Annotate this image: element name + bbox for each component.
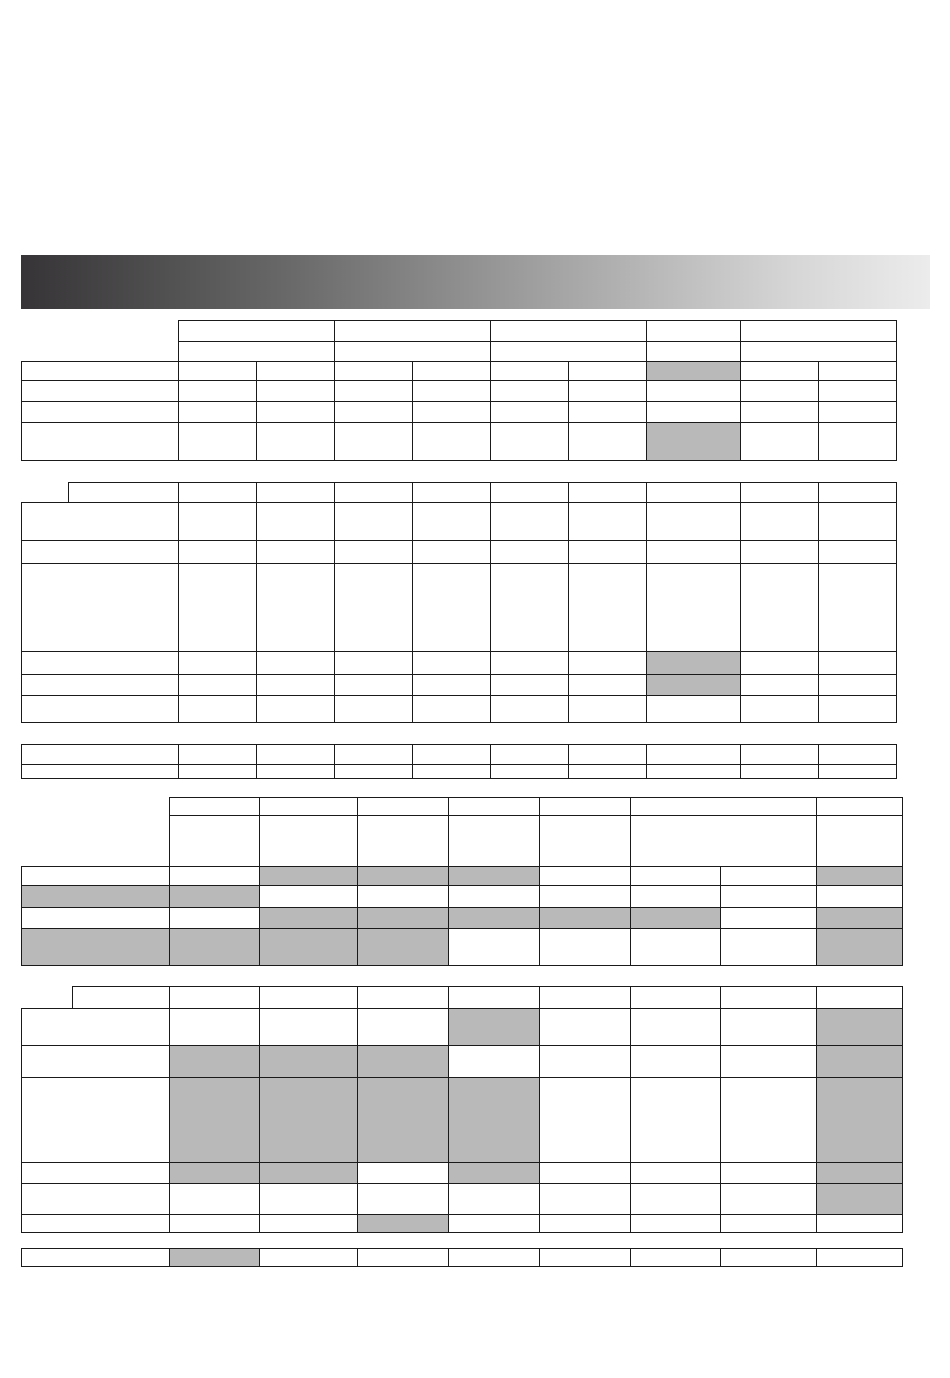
table-cell (818, 401, 897, 423)
table-cell (259, 1248, 358, 1267)
table-cell (720, 866, 817, 886)
table-cell (646, 744, 741, 765)
table-cell (21, 1183, 170, 1215)
table-cell (448, 1183, 540, 1215)
table-cell (490, 695, 569, 723)
table-cell (740, 341, 897, 362)
table-cell (630, 866, 721, 886)
table-cell (256, 651, 335, 675)
table-cell (720, 1248, 817, 1267)
table-cell (178, 401, 257, 423)
table-cell (630, 815, 817, 867)
table-cell (539, 1214, 631, 1233)
table-cell (740, 563, 819, 652)
table-cell (539, 1162, 631, 1184)
table-cell (539, 1183, 631, 1215)
table-cell (490, 341, 647, 362)
table-cell (818, 502, 897, 541)
table-cell (178, 380, 257, 402)
table-cell (740, 695, 819, 723)
table-cell (256, 502, 335, 541)
table-cell (646, 502, 741, 541)
table-cell (412, 651, 491, 675)
table-cell (646, 764, 741, 779)
table-cell (169, 1248, 260, 1267)
table-cell (630, 1214, 721, 1233)
table-cell (21, 563, 179, 652)
table-cell (21, 1077, 170, 1163)
table-cell (412, 563, 491, 652)
table-cell (630, 1045, 721, 1078)
table-cell (539, 928, 631, 966)
table-cell (646, 695, 741, 723)
table-cell (646, 422, 741, 461)
table-cell (816, 1162, 903, 1184)
table-cell (740, 764, 819, 779)
table-cell (448, 797, 540, 816)
table-cell (334, 651, 413, 675)
table-cell (357, 1214, 449, 1233)
table-cell (818, 744, 897, 765)
table-cell (818, 764, 897, 779)
table-cell (448, 907, 540, 929)
table-cell (539, 1045, 631, 1078)
table-cell (646, 380, 741, 402)
table-cell (412, 695, 491, 723)
table-cell (259, 1162, 358, 1184)
table-cell (720, 907, 817, 929)
table-cell (568, 482, 647, 503)
table-cell (646, 401, 741, 423)
table-cell (448, 1045, 540, 1078)
table-cell (740, 744, 819, 765)
table-cell (357, 1008, 449, 1046)
table-cell (568, 502, 647, 541)
table-cell (816, 1077, 903, 1163)
table-cell (259, 986, 358, 1009)
table-cell (816, 1045, 903, 1078)
table-cell (646, 674, 741, 696)
table-cell (568, 361, 647, 381)
table-cell (646, 320, 741, 342)
table-cell (259, 907, 358, 929)
table-cell (169, 885, 260, 908)
table-cell (178, 695, 257, 723)
table-cell (21, 401, 179, 423)
table-cell (169, 1008, 260, 1046)
table-cell (490, 380, 569, 402)
table-cell (256, 674, 335, 696)
table-cell (259, 1214, 358, 1233)
table-cell (720, 1077, 817, 1163)
table-cell (334, 744, 413, 765)
table-cell (259, 1183, 358, 1215)
table-cell (816, 815, 903, 867)
table-cell (169, 1077, 260, 1163)
table-cell (412, 744, 491, 765)
table-cell (334, 540, 413, 564)
table-cell (740, 674, 819, 696)
table-cell (490, 764, 569, 779)
table-cell (178, 764, 257, 779)
table-cell (21, 1008, 170, 1046)
table-cell (448, 928, 540, 966)
table-cell (740, 651, 819, 675)
table-cell (816, 1214, 903, 1233)
table-cell (448, 1162, 540, 1184)
table-cell (412, 764, 491, 779)
table-cell (630, 1008, 721, 1046)
table-cell (256, 401, 335, 423)
table-cell (357, 986, 449, 1009)
table-cell (539, 1077, 631, 1163)
table-cell (412, 540, 491, 564)
table-cell (816, 1183, 903, 1215)
table-cell (21, 695, 179, 723)
table-cell (740, 320, 897, 342)
table-cell (646, 540, 741, 564)
table-cell (21, 674, 179, 696)
table-cell (259, 885, 358, 908)
table-cell (259, 866, 358, 886)
table-cell (72, 986, 170, 1009)
table-cell (448, 815, 540, 867)
table-cell (178, 361, 257, 381)
table-cell (740, 540, 819, 564)
table-cell (334, 361, 413, 381)
table-cell (357, 928, 449, 966)
table-cell (818, 540, 897, 564)
table-cell (178, 540, 257, 564)
table-cell (21, 744, 179, 765)
table-cell (490, 674, 569, 696)
table-cell (740, 502, 819, 541)
table-cell (568, 401, 647, 423)
table-cell (412, 502, 491, 541)
table-cell (630, 986, 721, 1009)
table-cell (259, 797, 358, 816)
table-cell (448, 866, 540, 886)
table-cell (357, 1183, 449, 1215)
table-cell (259, 815, 358, 867)
table-cell (334, 674, 413, 696)
table-cell (490, 401, 569, 423)
table-cell (21, 1248, 170, 1267)
table-cell (818, 674, 897, 696)
table-cell (357, 1162, 449, 1184)
table-cell (412, 361, 491, 381)
table-cell (412, 674, 491, 696)
table-cell (169, 1183, 260, 1215)
table-cell (169, 866, 260, 886)
table-cell (21, 866, 170, 886)
table-cell (568, 563, 647, 652)
table-cell (490, 651, 569, 675)
table-cell (334, 764, 413, 779)
table-cell (448, 1248, 540, 1267)
table-cell (490, 540, 569, 564)
table-cell (539, 1248, 631, 1267)
table-cell (490, 482, 569, 503)
table-cell (568, 540, 647, 564)
table-cell (448, 1077, 540, 1163)
table-cell (178, 744, 257, 765)
table-cell (178, 422, 257, 461)
table-cell (630, 928, 721, 966)
table-cell (334, 563, 413, 652)
table-cell (448, 1214, 540, 1233)
table-cell (357, 1077, 449, 1163)
table-cell (357, 1045, 449, 1078)
table-cell (21, 422, 179, 461)
table-cell (646, 341, 741, 362)
table-cell (490, 563, 569, 652)
table-cell (259, 1077, 358, 1163)
table-cell (334, 482, 413, 503)
table-cell (568, 764, 647, 779)
table-cell (256, 422, 335, 461)
table-cell (568, 422, 647, 461)
table-cell (720, 1045, 817, 1078)
table-cell (568, 674, 647, 696)
table-cell (178, 482, 257, 503)
table-cell (490, 744, 569, 765)
table-cell (21, 928, 170, 966)
table-cell (256, 695, 335, 723)
table-cell (720, 885, 817, 908)
table-cell (539, 907, 631, 929)
table-cell (818, 695, 897, 723)
table-cell (720, 1162, 817, 1184)
table-cell (816, 907, 903, 929)
table-cell (740, 401, 819, 423)
table-cell (169, 1045, 260, 1078)
table-cell (720, 1008, 817, 1046)
table-cell (720, 986, 817, 1009)
table-cell (256, 361, 335, 381)
table-cell (178, 563, 257, 652)
table-cell (256, 540, 335, 564)
table-cell (169, 815, 260, 867)
table-cell (256, 563, 335, 652)
table-cell (818, 380, 897, 402)
table-cell (169, 907, 260, 929)
table-cell (630, 1162, 721, 1184)
table-cell (259, 1045, 358, 1078)
table-cell (334, 341, 491, 362)
table-cell (539, 1008, 631, 1046)
table-cell (539, 797, 631, 816)
table-cell (818, 563, 897, 652)
table-cell (334, 380, 413, 402)
table-cell (259, 928, 358, 966)
table-cell (357, 907, 449, 929)
table-cell (490, 422, 569, 461)
table-cell (412, 422, 491, 461)
table-cell (357, 797, 449, 816)
table-cell (256, 764, 335, 779)
table-cell (21, 1045, 170, 1078)
table-cell (178, 502, 257, 541)
table-cell (21, 502, 179, 541)
table-cell (818, 651, 897, 675)
table-cell (334, 320, 491, 342)
table-cell (169, 1162, 260, 1184)
table-cell (630, 1248, 721, 1267)
table-cell (21, 651, 179, 675)
table-cell (256, 744, 335, 765)
table-cell (539, 885, 631, 908)
table-cell (568, 651, 647, 675)
table-cell (490, 320, 647, 342)
table-cell (816, 1008, 903, 1046)
table-cell (646, 651, 741, 675)
table-cell (818, 361, 897, 381)
table-cell (630, 907, 721, 929)
table-cell (334, 401, 413, 423)
table-cell (539, 815, 631, 867)
table-cell (21, 764, 179, 779)
table-cell (816, 866, 903, 886)
table-cell (334, 502, 413, 541)
table-cell (21, 885, 170, 908)
table-cell (357, 815, 449, 867)
table-cell (448, 1008, 540, 1046)
table-cell (21, 907, 170, 929)
table-cell (448, 986, 540, 1009)
table-cell (357, 885, 449, 908)
table-cell (256, 482, 335, 503)
table-cell (357, 866, 449, 886)
table-cell (412, 401, 491, 423)
table-cell (740, 380, 819, 402)
table-cell (357, 1248, 449, 1267)
table-cell (256, 380, 335, 402)
table-cell (21, 1162, 170, 1184)
table-cell (334, 695, 413, 723)
table-cell (21, 361, 179, 381)
table-cell (720, 1183, 817, 1215)
table-cell (720, 1214, 817, 1233)
table-cell (740, 422, 819, 461)
table-cell (646, 563, 741, 652)
table-cell (334, 422, 413, 461)
table-cell (68, 482, 179, 503)
table-cell (259, 1008, 358, 1046)
table-cell (818, 422, 897, 461)
table-cell (448, 885, 540, 908)
table-cell (568, 695, 647, 723)
table-cell (568, 744, 647, 765)
table-cell (816, 885, 903, 908)
table-cell (816, 928, 903, 966)
table-cell (169, 1214, 260, 1233)
table-cell (178, 341, 335, 362)
table-cell (178, 651, 257, 675)
table-cell (169, 797, 260, 816)
table-cell (539, 866, 631, 886)
table-cell (21, 1214, 170, 1233)
table-cell (646, 482, 741, 503)
table-cell (630, 797, 817, 816)
table-cell (568, 380, 647, 402)
table-cell (740, 482, 819, 503)
table-cell (816, 797, 903, 816)
table-cell (630, 1183, 721, 1215)
table-cell (816, 1248, 903, 1267)
table-cell (178, 674, 257, 696)
table-cell (490, 502, 569, 541)
table-cell (169, 928, 260, 966)
table-cell (21, 540, 179, 564)
table-cell (720, 928, 817, 966)
table-cell (178, 320, 335, 342)
table-cell (816, 986, 903, 1009)
table-cell (412, 482, 491, 503)
table-cell (740, 361, 819, 381)
table-cell (646, 361, 741, 381)
table-cell (412, 380, 491, 402)
table-cell (539, 986, 631, 1009)
table-cell (21, 380, 179, 402)
table-cell (169, 986, 260, 1009)
table-cell (490, 361, 569, 381)
table-cell (630, 885, 721, 908)
table-cell (630, 1077, 721, 1163)
table-cell (818, 482, 897, 503)
